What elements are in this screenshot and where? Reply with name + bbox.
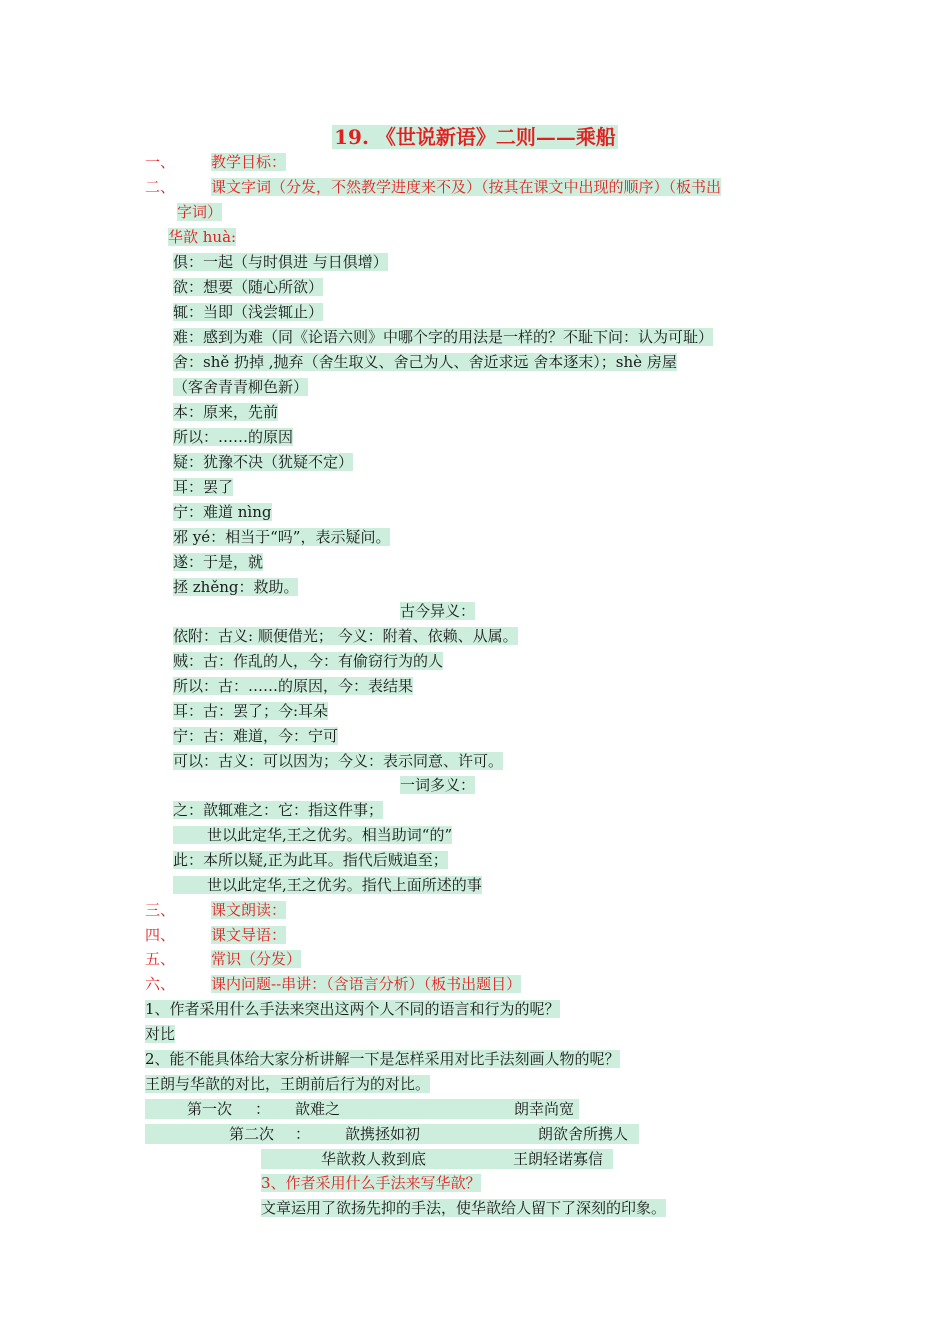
gujin-item: 贼：古：作乱的人，今：有偷窃行为的人 <box>173 652 444 670</box>
duoyi-item: 世以此定华,王之优劣。相当助词“的” <box>173 825 452 845</box>
gujin-item: 所以：古：……的原因，今：表结果 <box>173 677 414 695</box>
duoyi-item: 世以此定华,王之优劣。指代上面所述的事 <box>173 875 482 895</box>
gujin-item: 宁：古：难道，今：宁可 <box>173 727 339 745</box>
vocab-item: 邪 yé：相当于“吗”，表示疑问。 <box>173 528 391 546</box>
question-3: 3、作者采用什么手法来写华歆？ <box>261 1174 481 1192</box>
vocab-item: 拯 zhěng：救助。 <box>173 578 299 596</box>
gujin-item: 依附：古义: 顺便借光； 今义：附着、依赖、从属。 <box>173 627 518 645</box>
vocab-item: 宁：难道 nìng <box>173 503 272 521</box>
vocab-item: 难：感到为难（同《论语六则》中哪个字的用法是一样的？不耻下问：认为可耻） <box>173 328 714 346</box>
duoyi-item: 之：歆辄难之：它：指这件事； <box>173 801 384 819</box>
question-1: 1、作者采用什么手法来突出这两个人不同的语言和行为的呢？ <box>145 1000 560 1018</box>
section-4: 四、 课文导语： <box>145 926 287 944</box>
compare-row-2: 第二次 ： 歆携拯如初 朗欲舍所携人 <box>145 1124 639 1144</box>
vocab-item: 疑：犹豫不决（犹疑不定） <box>173 453 354 471</box>
duoyi-head: 一词多义： <box>400 776 476 794</box>
section-1: 一、 教学目标： <box>145 153 287 171</box>
compare-row-3: 华歆救人救到底 王朗轻诺寡信 <box>261 1149 613 1169</box>
duoyi-item: 此：本所以疑,正为此耳。指代后贼追至； <box>173 851 448 869</box>
vocab-item: 舍：shě 扔掉 ,抛弃（舍生取义、舍己为人、舍近求远 舍本逐末）；shè 房屋 <box>173 353 677 371</box>
answer-2: 王朗与华歆的对比，王朗前后行为的对比。 <box>145 1075 431 1093</box>
section-5: 五、 常识（分发） <box>145 950 302 968</box>
vocab-item: 所以：……的原因 <box>173 428 294 446</box>
vocab-item: 辄：当即（浅尝辄止） <box>173 303 324 321</box>
compare-row-1: 第一次 ： 歆难之 朗幸尚宽 <box>145 1099 579 1119</box>
answer-3: 文章运用了欲扬先抑的手法，使华歆给人留下了深刻的印象。 <box>261 1199 667 1217</box>
vocab-item: （客舍青青柳色新） <box>173 378 309 396</box>
gujin-head: 古今异义： <box>400 602 476 620</box>
answer-1: 对比 <box>145 1025 176 1043</box>
section-2-cont: 字词） <box>177 203 223 221</box>
vocab-item: 本：原来，先前 <box>173 403 279 421</box>
section-6: 六、 课内问题--串讲：（含语言分析）（板书出题目） <box>145 975 522 993</box>
vocab-item: 遂：于是，就 <box>173 553 264 571</box>
vocab-head: 华歆 huà: <box>168 228 237 246</box>
vocab-item: 俱：一起（与时俱进 与日俱增） <box>173 253 388 271</box>
vocab-item: 耳：罢了 <box>173 478 234 496</box>
gujin-item: 耳：古：罢了；今:耳朵 <box>173 702 329 720</box>
section-2: 二、 课文字词（分发，不然教学进度来不及）（按其在课文中出现的顺序）（板书出 <box>145 178 722 196</box>
page-title: 19. 《世说新语》二则——乘船 <box>334 125 616 149</box>
vocab-item: 欲：想要（随心所欲） <box>173 278 324 296</box>
section-3: 三、 课文朗读： <box>145 901 287 919</box>
gujin-item: 可以：古义：可以因为；今义：表示同意、许可。 <box>173 752 504 770</box>
question-2: 2、能不能具体给大家分析讲解一下是怎样采用对比手法刻画人物的呢？ <box>145 1050 620 1068</box>
